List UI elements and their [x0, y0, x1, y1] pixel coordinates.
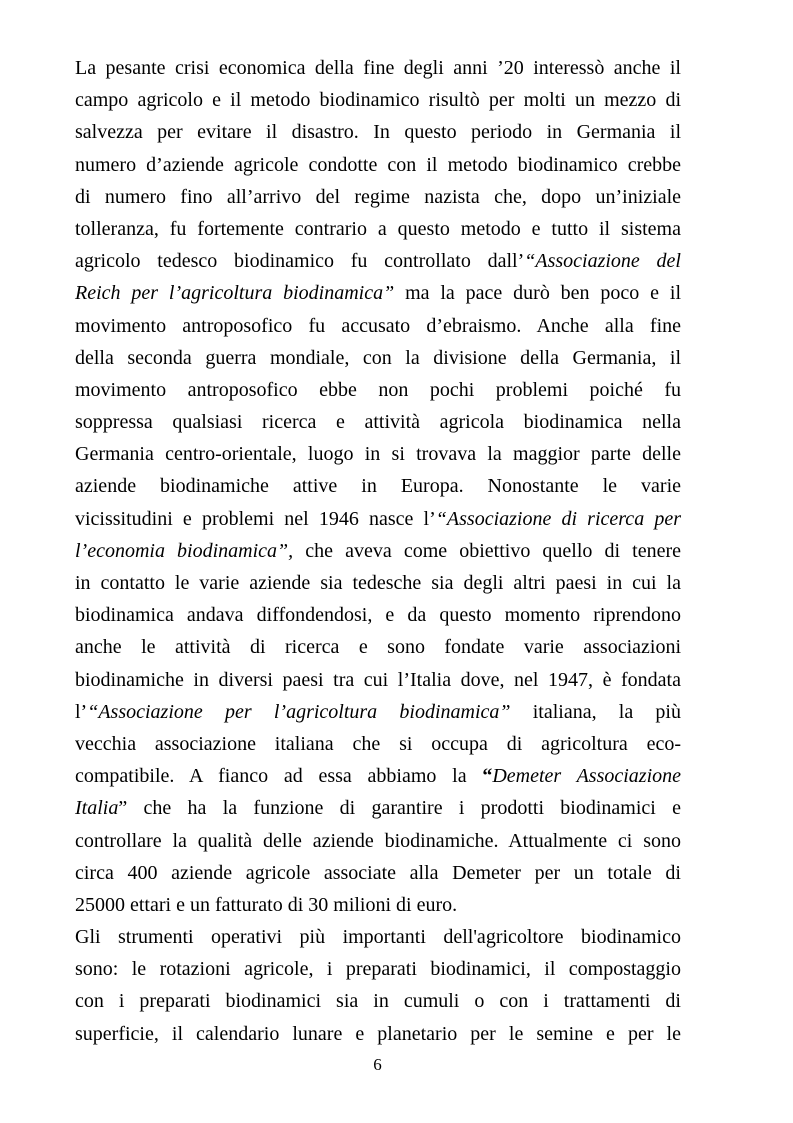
text-segment: movimento antroposofico fu accusato d’ebraismo. Anche alla fine — [75, 314, 681, 337]
text-line — [75, 535, 681, 567]
text-segment: della seconda guerra mondiale, con la divisione della Germania, il — [75, 346, 681, 369]
text-segment: agricolo tedesco biodinamico fu controllato dall’ — [75, 250, 525, 273]
text-segment: di numero fino all’arrivo del regime nazista che, dopo un’iniziale — [75, 185, 681, 208]
italic-text: “Associazione per l’agricoltura biodinamica” — [87, 700, 511, 723]
text-segment: Germania centro-orientale, luogo in si trovava la maggior parte delle — [75, 443, 681, 466]
text-line — [75, 342, 681, 374]
text-line — [75, 599, 681, 631]
text-line — [75, 567, 681, 599]
text-line — [75, 470, 681, 502]
text-segment: soppressa qualsiasi ricerca e attività agricola biodinamica nella — [75, 411, 681, 434]
text-segment: La pesante crisi economica della fine degli anni ’20 interessò anche il — [75, 57, 681, 79]
text-segment: che aveva come obiettivo quello di tenere — [293, 539, 681, 562]
italic-text: “Associazione di ricerca per — [435, 507, 681, 530]
text-segment: anche le attività di ricerca e sono fondate varie associazioni — [75, 636, 681, 659]
text-segment: superficie, il calendario lunare e planetario per le semine e per le — [75, 1022, 681, 1045]
text-line — [75, 921, 681, 953]
text-line — [75, 1018, 681, 1050]
text-segment: circa 400 aziende agricole associate alla Demeter per un totale di — [75, 861, 681, 884]
text-segment: italiana, la più — [510, 700, 681, 723]
italic-text: Reich per l’agricoltura biodinamica” — [75, 282, 395, 305]
page-number: 6 — [373, 1055, 382, 1074]
text-segment: biodinamiche in diversi paesi tra cui l’Italia dove, nel 1947, è fondata — [75, 668, 681, 691]
italic-text: Italia — [75, 797, 119, 820]
text-line — [75, 825, 681, 857]
text-line — [75, 181, 681, 213]
bold-text: “ — [482, 765, 493, 788]
text-line — [75, 696, 681, 728]
text-line — [75, 277, 681, 309]
text-segment: in contatto le varie aziende sia tedesche sia degli altri paesi in cui la — [75, 572, 681, 594]
text-segment: biodinamica andava diffondendosi, e da questo momento riprendono — [75, 604, 681, 627]
text-segment: aziende biodinamiche attive in Europa. Nonostante le varie — [75, 475, 681, 498]
italic-text: l’economia biodinamica”, — [75, 539, 294, 562]
italic-text: Demeter Associazione — [492, 765, 681, 788]
text-segment: 25000 ettari e un fatturato di 30 milioni di euro. — [75, 893, 458, 916]
text-segment: tolleranza, fu fortemente contrario a questo metodo e tutto il sistema — [75, 217, 681, 240]
text-line — [75, 52, 681, 84]
text-segment: ” che ha la funzione di garantire i prodotti biodinamici e — [118, 797, 681, 820]
text-line — [75, 116, 681, 148]
text-segment: controllare la qualità delle aziende biodinamiche. Attualmente ci sono — [75, 829, 681, 852]
text-segment: sono: le rotazioni agricole, i preparati biodinamici, il compostaggio — [75, 958, 681, 981]
text-segment: campo agricolo e il metodo biodinamico risultò per molti un mezzo di — [75, 89, 681, 112]
text-line — [75, 310, 681, 342]
text-segment: vecchia associazione italiana che si occupa di agricoltura eco- — [75, 732, 681, 755]
text-line — [75, 889, 681, 921]
text-segment: vicissitudini e problemi nel 1946 nasce l’ — [75, 507, 436, 530]
text-segment: l’ — [75, 700, 88, 723]
text-line — [75, 985, 681, 1017]
text-line — [75, 953, 681, 985]
document-body — [75, 52, 681, 1050]
text-segment: ma la pace durò ben poco e il — [394, 282, 681, 305]
text-segment: numero d’aziende agricole condotte con il metodo biodinamico crebbe — [75, 153, 681, 176]
text-line — [75, 245, 681, 277]
text-segment: compatibile. A fianco ad essa abbiamo la — [75, 765, 483, 788]
text-line — [75, 728, 681, 760]
text-line — [75, 406, 681, 438]
italic-text: “Associazione del — [524, 250, 681, 273]
text-segment: movimento antroposofico ebbe non pochi problemi poiché fu — [75, 378, 681, 401]
text-segment: con i preparati biodinamici sia in cumuli o con i trattamenti di — [75, 990, 681, 1013]
text-line — [75, 760, 681, 792]
text-line — [75, 84, 681, 116]
text-line — [75, 149, 681, 181]
text-segment: Gli strumenti operativi più importanti dell'agricoltore biodinamico — [75, 926, 681, 949]
text-line — [75, 374, 681, 406]
text-line — [75, 438, 681, 470]
text-segment: salvezza per evitare il disastro. In questo periodo in Germania il — [75, 121, 681, 144]
text-line — [75, 664, 681, 696]
text-line — [75, 631, 681, 663]
text-line — [75, 792, 681, 824]
text-line — [75, 213, 681, 245]
text-line — [75, 503, 681, 535]
text-line — [75, 857, 681, 889]
